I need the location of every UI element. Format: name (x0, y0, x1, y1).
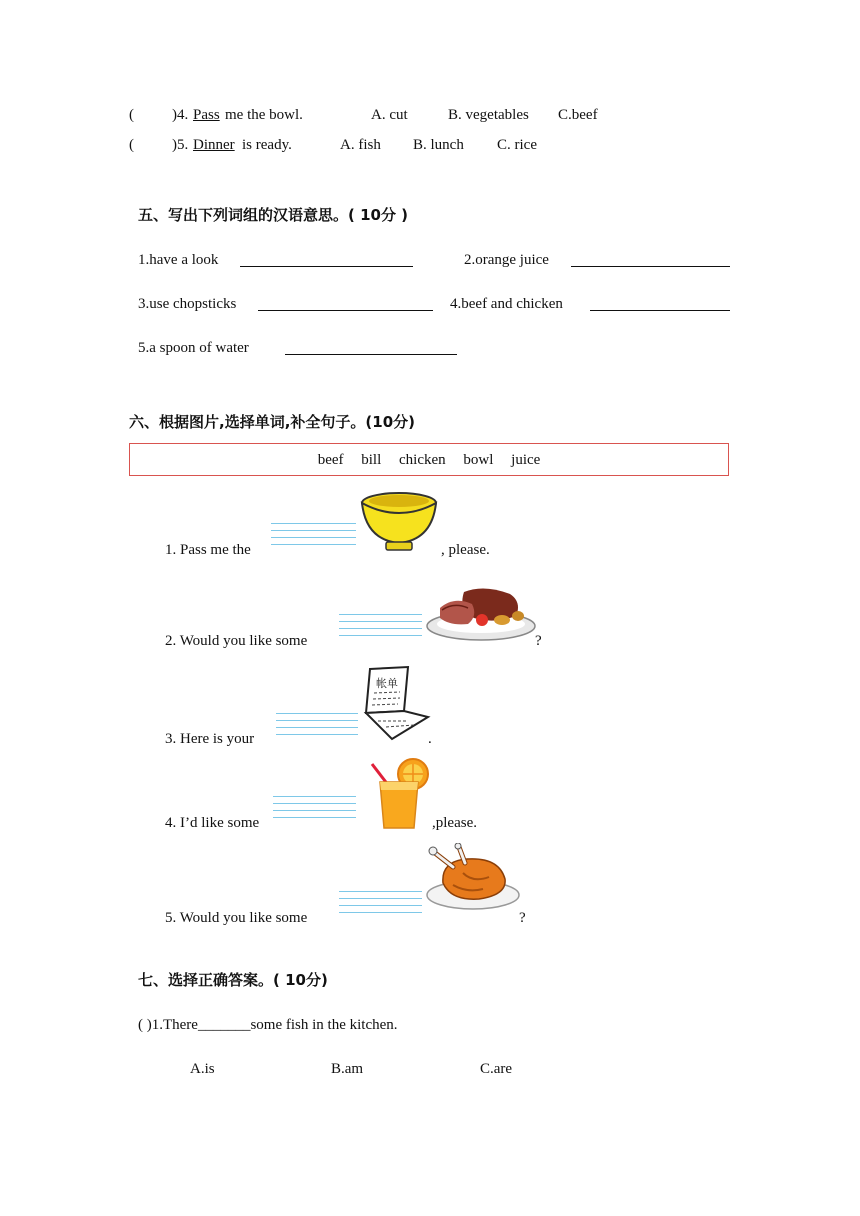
question-text: is ready. (242, 137, 292, 153)
writing-lines-1[interactable] (271, 523, 356, 551)
option-c: C.beef (558, 107, 598, 123)
answer-blank-3[interactable] (258, 310, 433, 311)
picture-item-4-text: 4. I’d like some (165, 815, 260, 831)
section-7-title: 七、选择正确答案。( 10分) (138, 971, 328, 989)
picture-item-3-text: 3. Here is your (165, 731, 255, 747)
option-a: A. fish (340, 137, 381, 153)
chicken-icon (423, 843, 521, 915)
option-a[interactable]: A.is (190, 1061, 215, 1077)
question-number: )4. (172, 107, 189, 123)
option-b: B. lunch (413, 137, 464, 153)
word-bank-item: beef (317, 452, 344, 468)
writing-lines-5[interactable] (339, 891, 422, 919)
paren-open: ( (129, 137, 134, 153)
choice-question-1: ( )1.There_______some fish in the kitchen. (138, 1017, 398, 1033)
word-bank-item: bill (361, 452, 382, 468)
option-b[interactable]: B.am (331, 1061, 364, 1077)
writing-lines-3[interactable] (276, 713, 358, 741)
phrase-item-3: 3.use chopsticks (138, 296, 237, 312)
option-a: A. cut (371, 107, 408, 123)
bill-icon (358, 665, 432, 743)
writing-lines-2[interactable] (339, 614, 422, 642)
section-5-title: 五、写出下列词组的汉语意思。( 10分 ) (138, 206, 409, 224)
picture-item-2-end: ? (535, 633, 542, 649)
word-bank-item: bowl (463, 452, 494, 468)
answer-blank-4[interactable] (590, 310, 730, 311)
picture-item-5-text: 5. Would you like some (165, 910, 308, 926)
question-text: me the bowl. (225, 107, 303, 123)
juice-icon (366, 756, 436, 830)
phrase-item-4: 4.beef and chicken (450, 296, 563, 312)
phrase-item-5: 5.a spoon of water (138, 340, 249, 356)
writing-lines-4[interactable] (273, 796, 356, 824)
paren-open: ( (129, 107, 134, 123)
answer-blank-5[interactable] (285, 354, 457, 355)
picture-item-2-text: 2. Would you like some (165, 633, 308, 649)
question-number: )5. (172, 137, 189, 153)
beef-plate-icon (424, 582, 538, 644)
phrase-item-1: 1.have a look (138, 252, 219, 268)
underlined-word: Dinner (193, 137, 235, 153)
bill-label: 帐单 (376, 677, 398, 690)
section-6-title: 六、根据图片,选择单词,补全句子。(10分) (129, 413, 415, 431)
picture-item-4-end: ,please. (432, 815, 477, 831)
picture-item-1-end: , please. (441, 542, 490, 558)
picture-item-1-text: 1. Pass me the (165, 542, 251, 558)
picture-item-5-end: ? (519, 910, 526, 926)
underlined-word: Pass (193, 107, 220, 123)
answer-blank-1[interactable] (240, 266, 413, 267)
bowl-icon (358, 490, 442, 554)
picture-item-3-end: . (428, 731, 432, 747)
phrase-item-2: 2.orange juice (464, 252, 549, 268)
word-bank-item: juice (511, 452, 541, 468)
word-bank-item: chicken (399, 452, 446, 468)
option-c: C. rice (497, 137, 537, 153)
option-b: B. vegetables (448, 107, 529, 123)
option-c[interactable]: C.are (480, 1061, 513, 1077)
answer-blank-2[interactable] (571, 266, 730, 267)
word-bank-box (129, 443, 729, 476)
